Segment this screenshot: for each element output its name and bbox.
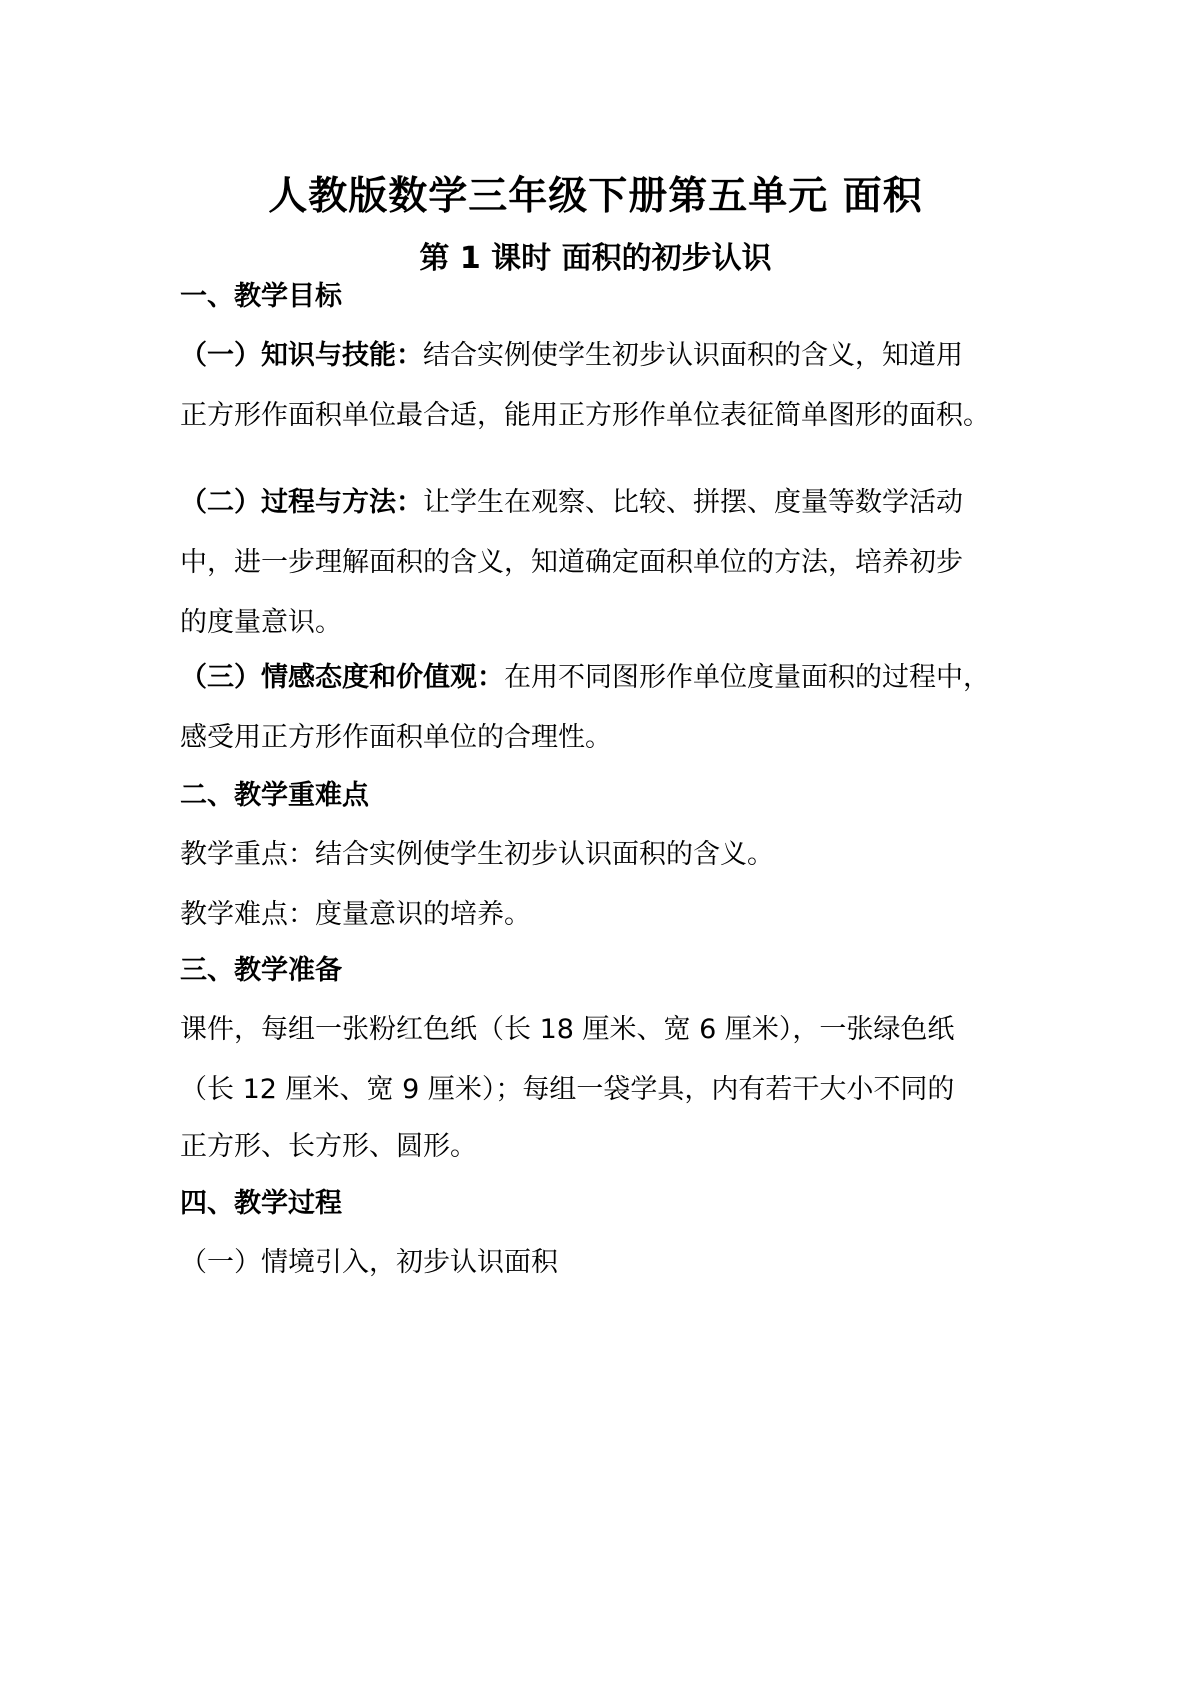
section-heading-preparation: 三、教学准备 bbox=[180, 955, 342, 986]
section-heading-objectives: 一、教学目标 bbox=[180, 281, 342, 312]
objective-process-lead: （二）过程与方法： bbox=[180, 487, 423, 518]
section-heading-process: 四、教学过程 bbox=[180, 1188, 342, 1219]
document-title: 人教版数学三年级下册第五单元 面积 bbox=[268, 174, 923, 219]
objective-process-line-3: 的度量意识。 bbox=[180, 607, 342, 638]
objective-knowledge-line-1 bbox=[180, 333, 963, 372]
objective-knowledge-lead: （一）知识与技能： bbox=[180, 340, 423, 371]
preparation-line-2: （长 12 厘米、宽 9 厘米）；每组一袋学具，内有若干大小不同的 bbox=[180, 1074, 955, 1105]
objective-process-text: 让学生在观察、比较、拼摆、度量等数学活动 bbox=[423, 487, 963, 518]
lesson-subtitle: 第 1 课时 面积的初步认识 bbox=[419, 241, 772, 276]
objective-attitude-lead: （三）情感态度和价值观： bbox=[180, 662, 504, 693]
difficulty-line: 教学难点：度量意识的培养。 bbox=[180, 899, 531, 930]
section-heading-key-points: 二、教学重难点 bbox=[180, 780, 369, 811]
objective-process-line-1 bbox=[180, 480, 963, 519]
process-step-1: （一）情境引入，初步认识面积 bbox=[180, 1247, 558, 1278]
objective-knowledge-text: 结合实例使学生初步认识面积的含义，知道用 bbox=[423, 340, 963, 371]
objective-attitude-line-1 bbox=[180, 655, 990, 694]
key-point-line: 教学重点：结合实例使学生初步认识面积的含义。 bbox=[180, 839, 774, 870]
objective-knowledge-line-2: 正方形作面积单位最合适，能用正方形作单位表征简单图形的面积。 bbox=[180, 400, 990, 431]
preparation-line-3: 正方形、长方形、圆形。 bbox=[180, 1131, 477, 1162]
preparation-line-1: 课件，每组一张粉红色纸（长 18 厘米、宽 6 厘米），一张绿色纸 bbox=[180, 1014, 955, 1045]
objective-attitude-line-2: 感受用正方形作面积单位的合理性。 bbox=[180, 722, 612, 753]
objective-attitude-text: 在用不同图形作单位度量面积的过程中， bbox=[504, 662, 990, 693]
objective-process-line-2: 中，进一步理解面积的含义，知道确定面积单位的方法，培养初步 bbox=[180, 547, 963, 578]
